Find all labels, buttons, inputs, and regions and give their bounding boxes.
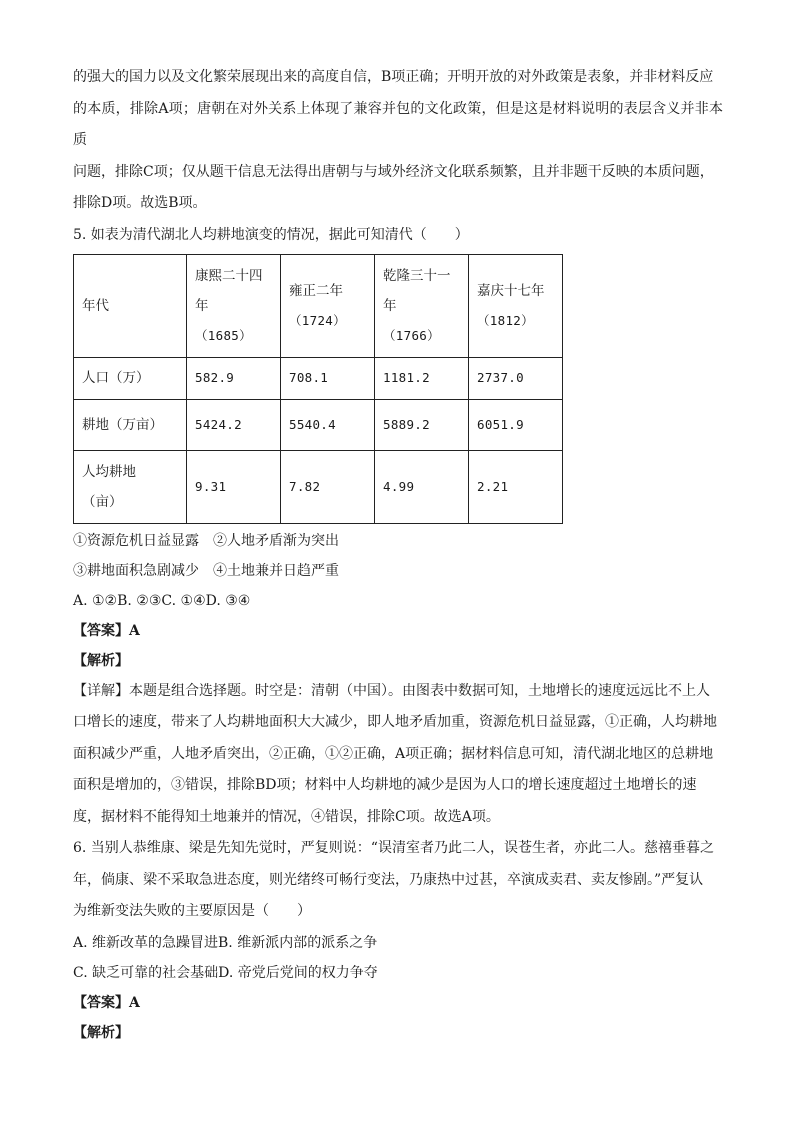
table-cell: 5424.2 [187,399,281,450]
text-line: 年，倘康、梁不采取急进态度，则光绪终可畅行变法，乃康热中过甚，卒演成卖君、卖友惨剧。”严复认 [73,871,704,888]
text-line: 【详解】本题是组合选择题。时空是：清朝（中国）。由图表中数据可知，土地增长的速度远远比不上人 [73,682,710,699]
row-label: 耕地（万亩） [74,399,187,450]
header-line: 嘉庆十七年 [477,282,545,299]
text-line: 口增长的速度，带来了人均耕地面积大大减少，即人地矛盾加重，资源危机日益显露，①正确，人均耕地 [73,714,717,730]
table-row [74,399,563,450]
table-cell: 4.99 [375,450,469,523]
table-header-cell [187,254,281,357]
q6-choices-ab: A. 维新改革的急躁冒进B. 维新派内部的派系之争 [73,934,378,951]
header-line: （1724） [289,312,346,328]
text-line: 度，据材料不能得知土地兼并的情况，④错误，排除C项。故选A项。 [73,808,500,825]
q5-choices: A. ①②B. ②③C. ①④D. ③④ [73,592,251,609]
question-5-stem: 5. 如表为清代湖北人均耕地演变的情况，据此可知清代（ ） [73,226,469,243]
header-line: 康熙二十四 [195,267,263,284]
text-line: 问题，排除C项；仅从题干信息无法得出唐朝与与域外经济文化联系频繁，且并非题干反映的本质问题， [73,163,714,180]
table-header-label: 年代 [74,254,187,357]
table-header-cell [469,254,563,357]
header-line: （1766） [383,327,440,343]
header-line: 乾隆三十一 [383,267,451,284]
table-row [74,357,563,399]
table-cell: 582.9 [187,357,281,399]
q5-options-line: ③耕地面积急剧减少 ④土地兼并日趋严重 [73,562,339,579]
text-line: 6. 当别人恭维康、梁是先知先觉时，严复则说：“误清室者乃此二人，误苍生者，亦此二人。慈禧垂暮之 [73,840,714,856]
q5-options-line: ①资源危机日益显露 ②人地矛盾渐为突出 [73,532,339,549]
question-6-stem [73,833,723,928]
table-cell: 6051.9 [469,399,563,450]
text-line: 面积减少严重，人地矛盾突出，②正确，①②正确，A项正确；据材料信息可知，清代湖北地区的总耕地 [73,745,714,762]
table-header-cell [375,254,469,357]
table-header-row [74,254,563,357]
q6-choices-cd: C. 缺乏可靠的社会基础D. 帝党后党间的权力争夺 [73,964,378,981]
table-row [74,450,563,523]
row-label-line: 人均耕地 [82,463,136,480]
row-label-line: （亩） [82,493,123,510]
farmland-table [73,254,563,524]
table-cell: 2.21 [469,450,563,523]
header-line: （1685） [195,327,252,343]
text-line: 排除D项。故选B项。 [73,195,207,211]
text-line: 面积是增加的，③错误，排除BD项；材料中人均耕地的减少是因为人口的增长速度超过土地增长的速 [73,777,697,793]
table-cell: 1181.2 [375,357,469,399]
table-header-cell [281,254,375,357]
q6-analysis-heading: 【解析】 [73,1024,129,1041]
table-cell: 708.1 [281,357,375,399]
text-line: 的强大的国力以及文化繁荣展现出来的高度自信，B项正确；开明开放的对外政策是表象，并非材料反应 [73,69,714,85]
table-cell: 5540.4 [281,399,375,450]
header-line: 年 [383,297,397,314]
table-cell: 7.82 [281,450,375,523]
text-line: 的本质，排除A项；唐朝在对外关系上体现了兼容并包的文化政策，但是这是材料说明的表层含义并非本质 [73,100,723,148]
q5-detail [73,676,723,834]
q6-answer: 【答案】A [73,994,140,1011]
document-page [73,62,723,1048]
q5-answer: 【答案】A [73,622,140,639]
text-line: 为维新变法失败的主要原因是（ ） [73,903,311,919]
previous-explanation [73,62,723,220]
q5-analysis-heading: 【解析】 [73,652,129,669]
row-label: 人口（万） [74,357,187,399]
header-line: 年 [195,297,209,314]
table-cell: 2737.0 [469,357,563,399]
header-line: 雍正二年 [289,282,343,299]
table-cell: 9.31 [187,450,281,523]
table-cell: 5889.2 [375,399,469,450]
header-line: （1812） [477,312,534,328]
row-label [74,450,187,523]
